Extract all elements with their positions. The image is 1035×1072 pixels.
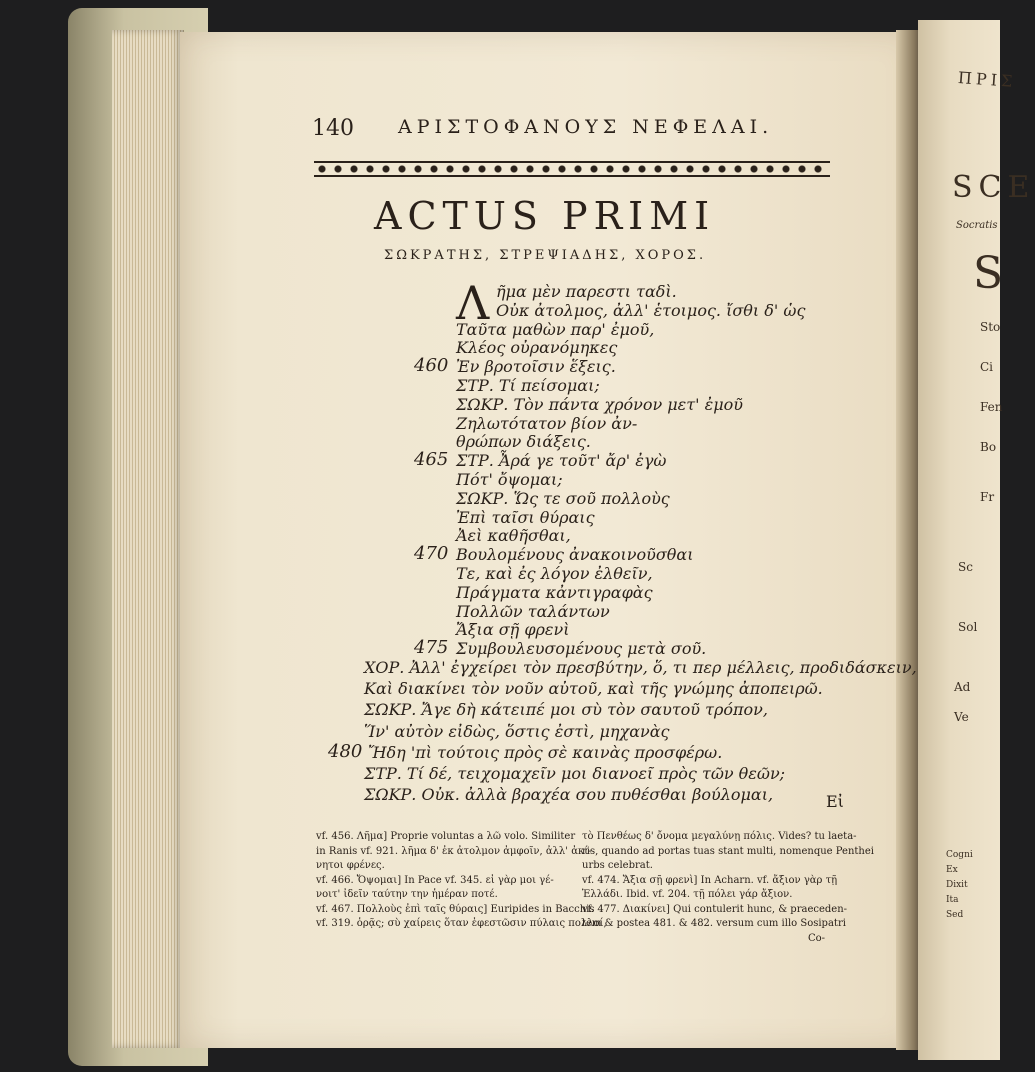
verse-line: Οὐκ ἀτολμος, ἀλλ' ἑτοιμος. ἴσθι δ' ὡς	[496, 300, 806, 320]
footnote-line: νοιτ' ἰδεῖν ταύτην την ἡμέραν ποτέ.	[316, 889, 498, 900]
facing-page-note: Ex	[946, 865, 958, 875]
verse-line: Ἄξια σῇ φρενὶ	[456, 620, 570, 640]
verse-line: ΧΟΡ. Ἀλλ' ἐγχείρει τὸν πρεσβύτην, ὅ, τι περ μέλλεις, προδιδάσκειν,	[364, 658, 917, 677]
page-number: 140	[312, 116, 354, 141]
act-title: ACTUS PRIMI	[374, 194, 716, 238]
footnote-line: Ἑλλάδι. Ibid. vf. 204. τῇ πόλει γάρ ἄξιον.	[582, 889, 793, 900]
verse-line: Πολλῶν ταλάντων	[456, 601, 610, 621]
verse-line: Τε, καὶ ἐς λόγον ἐλθεῖν,	[456, 564, 653, 583]
facing-page-dropcap: S	[973, 248, 1004, 299]
line-number: 470	[414, 543, 449, 565]
facing-page-note: Sed	[946, 910, 964, 920]
verse-line: Ἵν' αὐτὸν εἰδὼς, ὅστις ἐστὶ, μηχανὰς	[364, 721, 670, 741]
verse-line: ΣΤΡ. Τί πείσομαι;	[456, 376, 600, 395]
verse-line: Ἤδη 'πὶ τούτοις πρὸς σὲ καινὰς προσφέρω.	[368, 742, 723, 762]
facing-page-text: Ad	[954, 680, 971, 694]
facing-page-text: Sc	[958, 560, 973, 574]
facing-page-head: ΠΡΙΣ	[957, 67, 1017, 92]
line-number: 465	[414, 449, 449, 471]
footnote-line: vf. 319. ὁρᾷς; σὺ χαίρεις ὅταν ἐφεστῶσιν πύλαις πολλοί,	[316, 918, 607, 929]
verse-line: Ἐν βροτοῖσιν ἕξεις.	[456, 357, 616, 377]
footnote-line: tem & postea 481. & 482. versum cum illo Sosipatri	[582, 918, 846, 929]
facing-page	[918, 20, 1035, 1060]
facing-page-text: Ci	[980, 360, 994, 374]
verse-line: ΣΩΚΡ. Τὸν πάντα χρόνον μετ' ἐμοῦ	[456, 394, 743, 414]
verse-line: ΣΩΚΡ. Οὐκ. ἀλλὰ βραχέα σου πυθέσθαι βούλομαι,	[364, 785, 774, 805]
verse-line: θρώπων διάξεις.	[456, 432, 591, 452]
facing-page-sub: Socratis	[956, 220, 998, 231]
footnote-line: vf. 456. Λῆμα] Proprie voluntas a λῶ volo. Similiter	[316, 831, 576, 842]
facing-page-text: Fen	[980, 400, 1003, 414]
verse-line: ΣΤΡ. Τί δέ, τειχομαχεῖν μοι διανοεῖ πρὸς τῶν θεῶν;	[364, 764, 786, 783]
footnotes-right	[582, 830, 874, 946]
drop-cap: Λ	[456, 276, 490, 330]
facing-page-note: Ita	[946, 895, 959, 905]
facing-page-note: Cogni	[946, 850, 973, 860]
verse-line: ΣΤΡ. Ἆρά γε τοῦτ' ἄρ' ἐγὼ	[456, 451, 667, 471]
line-number: 460	[414, 355, 449, 377]
page-edges	[112, 30, 184, 1048]
verse-line: Ζηλωτότατον βίον ἀν-	[456, 413, 638, 433]
verse-line: Πράγματα κἀντιγραφὰς	[456, 582, 653, 602]
verse-line: ῆμα μὲν παρεστι ταδὶ.	[496, 282, 677, 301]
verse-line: Βουλομένους ἀνακοινοῦσθαι	[456, 545, 694, 565]
footnote-line: vf. 466. Ὄψομαι] In Pace vf. 345. εἰ γὰρ μοι γέ-	[316, 874, 554, 886]
footnote-line: νητοι φρένες.	[316, 860, 385, 871]
facing-page-text: Sol	[958, 620, 978, 634]
footnote-line: vf. 474. Ἄξια σῇ φρενὶ] In Acharn. vf. ἄξιον γὰρ τῇ	[582, 874, 838, 886]
footnote-line: τὸ Πενθέως δ' ὄνομα μεγαλύνῃ πόλις. Vides? tu laeta-	[582, 831, 857, 842]
facing-page-scene: SCE	[952, 170, 1035, 205]
footnote-line: Co-	[808, 932, 826, 944]
speakers-heading: ΣΩΚΡΑΤΗΣ, ΣΤΡΕΨΙΑΔΗΣ, ΧΟΡΟΣ.	[384, 248, 707, 263]
footnote-line: vf. 477. Διακίνει] Qui contulerit hunc, & praeceden-	[582, 903, 848, 915]
line-number: 475	[414, 637, 449, 659]
verse-line: Ἐπὶ ταῖσι θύραις	[456, 507, 595, 527]
facing-page-text: Bo	[980, 440, 997, 454]
footnote-line: urbs celebrat.	[582, 860, 653, 871]
footnote-line: in Ranis vf. 921. λῆμα δ' ἐκ ἀτολμον ἀμφοῖν, ἀλλ' ἀκί-	[316, 845, 592, 857]
footnotes-left	[316, 830, 607, 932]
footnote-line: vf. 467. Πολλοὺς ἐπὶ ταῖς θύραις] Euripides in Bacchis	[316, 903, 595, 915]
verse-line: Ταῦτα μαθὼν παρ' ἐμοῦ,	[456, 319, 655, 339]
facing-page-text: Fr	[980, 490, 995, 504]
ornament-band	[314, 158, 830, 180]
verse-line: Καὶ διακίνει τὸν νοῦν αὐτοῦ, καὶ τῆς γνώμης ἀποπειρῶ.	[364, 679, 823, 699]
verse-line: Κλέος οὐρανόμηκες	[456, 338, 618, 358]
line-number: 480	[328, 740, 363, 762]
footnote-line: ris, quando ad portas tuas stant multi, nomenque Penthei	[582, 845, 874, 857]
verse-line: Συμβουλευσομένους μετὰ σοῦ.	[456, 639, 707, 659]
running-head: ΑΡΙΣΤΟΦΑΝΟΥΣ ΝΕΦΕΛΑΙ.	[398, 116, 774, 138]
verse-line: ΣΩΚΡ. Ὥς τε σοῦ πολλοὺς	[456, 488, 670, 508]
verse-line: Ἀεὶ καθῆσθαι,	[456, 526, 571, 546]
verse-line: Πότ' ὄψομαι;	[456, 470, 563, 489]
verse-line: ΣΩΚΡ. Ἄγε δὴ κάτειπέ μοι σὺ τὸν σαυτοῦ τρόπον,	[364, 700, 768, 720]
facing-page-text: Sto	[980, 320, 1001, 334]
facing-page-text: Ve	[954, 710, 969, 724]
facing-page-note: Dixit	[946, 880, 968, 890]
catchword: Εἰ	[826, 792, 844, 811]
